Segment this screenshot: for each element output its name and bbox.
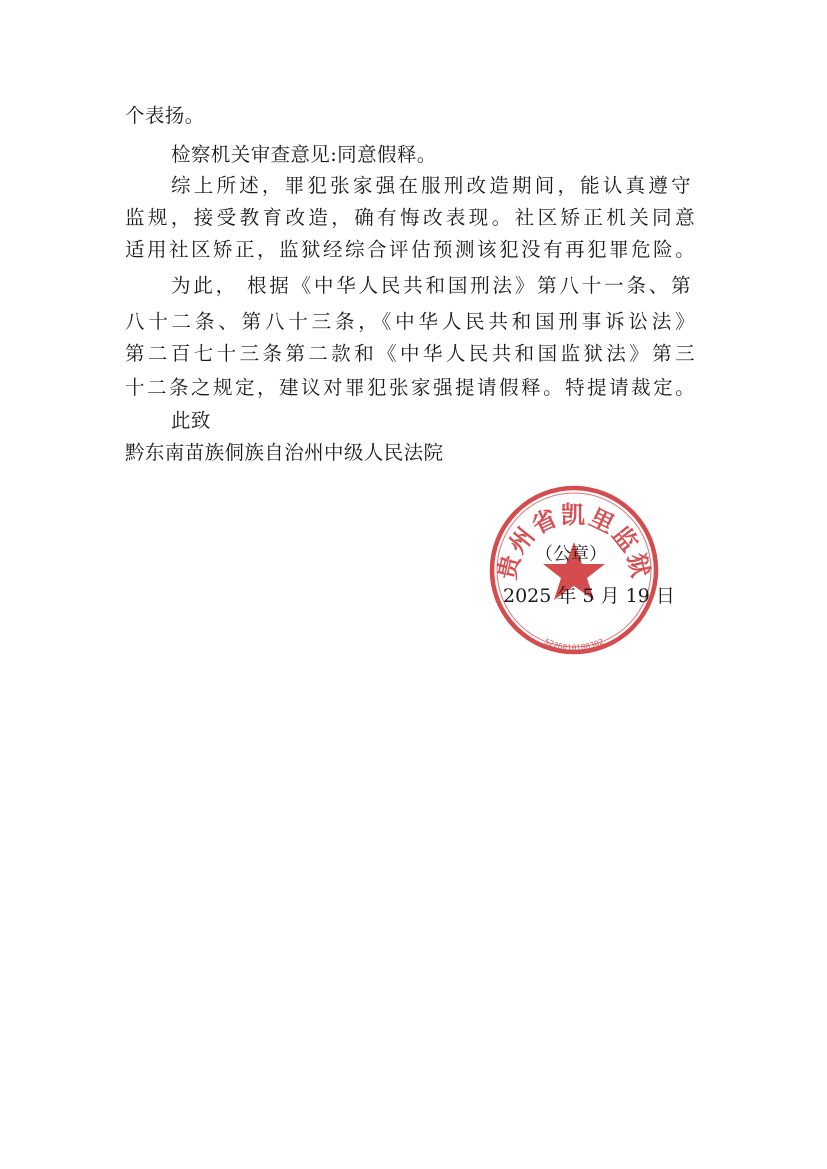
document-date: 2025 年 5 月 19 日: [503, 585, 675, 607]
legal-basis-line-3: 第二百七十三条第二款和《中华人民共和国监狱法》第三: [125, 342, 695, 365]
summary-line-1: 综上所述，罪犯张家强在服刑改造期间，能认真遵守: [171, 174, 691, 197]
summary-line-3: 适用社区矫正，监狱经综合评估预测该犯没有再犯罪危险。: [125, 238, 695, 261]
seal-code-text: 5226010180302: [542, 636, 606, 653]
legal-basis-line-2: 八十二条、第八十三条，《中华人民共和国刑事诉讼法》: [125, 310, 695, 333]
legal-basis-line-4: 十二条之规定，建议对罪犯张家强提请假释。特提请裁定。: [125, 376, 695, 399]
legal-basis-line-1: 为此， 根据《中华人民共和国刑法》第八十一条、第: [171, 274, 691, 297]
recipient-court: 黔东南苗族侗族自治州中级人民法院: [125, 441, 444, 464]
salutation-line: 此致: [171, 409, 211, 432]
prosecutor-opinion-line: 检察机关审查意见:同意假释。: [171, 143, 437, 166]
seal-label: （公章）: [535, 544, 607, 565]
paragraph-line-1: 个表扬。: [125, 104, 205, 127]
seal-arc-text: 贵州省凯里监狱: [493, 500, 655, 583]
seal-graphic: [488, 484, 660, 656]
summary-line-2: 监规，接受教育改造，确有悔改表现。社区矫正机关同意: [125, 206, 695, 229]
official-seal: [488, 484, 660, 656]
